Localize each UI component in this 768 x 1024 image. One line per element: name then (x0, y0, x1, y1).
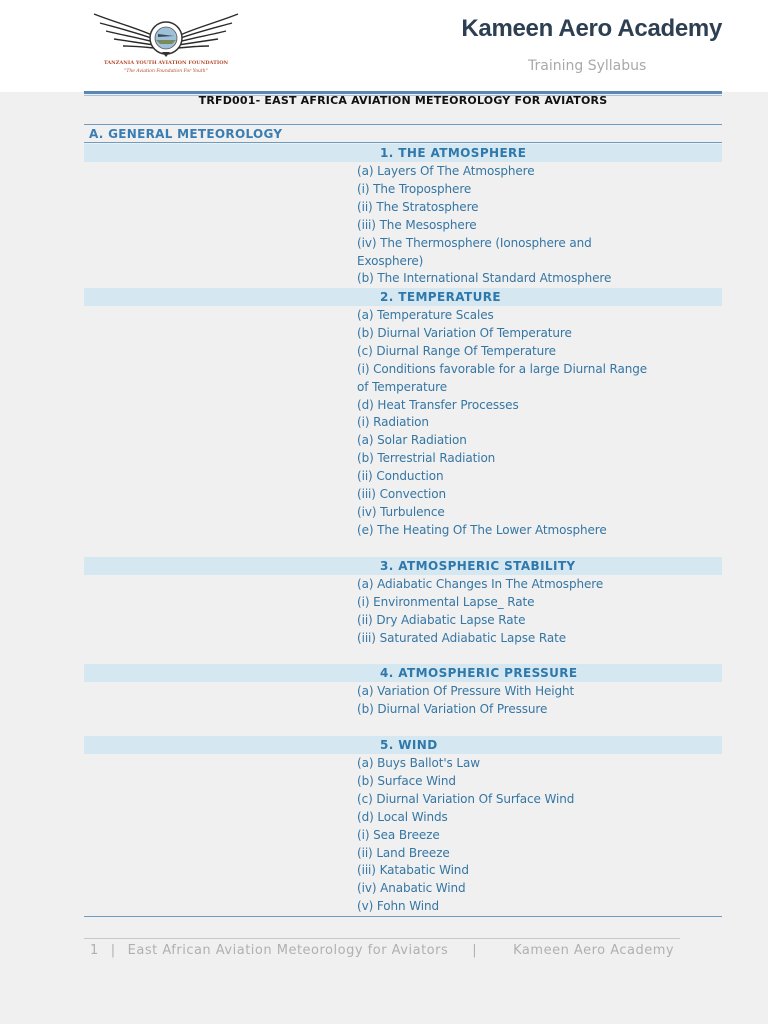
list-item: (i) Environmental Lapse_ Rate (357, 594, 535, 609)
section-divider (84, 142, 722, 143)
winged-emblem-icon (92, 10, 240, 60)
page-header (0, 0, 768, 92)
topic-heading: 3. ATMOSPHERIC STABILITY (84, 557, 722, 575)
academy-logo (92, 10, 240, 84)
list-item: (a) Buys Ballot's Law (357, 756, 480, 770)
content-end-divider (84, 916, 722, 917)
list-item: (c) Diurnal Range Of Temperature (357, 343, 556, 358)
topic-item-list (84, 575, 722, 648)
list-item: (ii) The Stratosphere (357, 199, 479, 214)
list-item: (a) Temperature Scales (357, 308, 494, 322)
topic-atmospheric-stability (84, 557, 722, 648)
list-item: (v) Fohn Wind (357, 899, 439, 914)
footer-company-name: Kameen Aero Academy (513, 943, 675, 958)
list-item: (ii) Land Breeze (357, 845, 450, 860)
list-item: (c) Diurnal Variation Of Surface Wind (357, 791, 575, 806)
footer-separator: | (110, 943, 116, 958)
section-heading: A. GENERAL METEOROLOGY (89, 127, 283, 141)
list-item: (iii) Convection (357, 487, 446, 502)
list-item: (iii) Saturated Adiabatic Lapse Rate (357, 630, 567, 645)
footer-divider (84, 938, 680, 939)
list-item: (i) Radiation (357, 415, 429, 430)
list-item: (b) The International Standard Atmosphere (357, 271, 612, 286)
list-item: (d) Local Winds (357, 809, 448, 824)
topic-atmospheric-pressure (84, 664, 722, 719)
list-item: (iv) Anabatic Wind (357, 881, 466, 896)
list-item: (b) Diurnal Variation Of Temperature (357, 325, 572, 340)
list-item: (b) Diurnal Variation Of Pressure (357, 701, 548, 716)
topic-temperature (84, 288, 722, 540)
logo-organization-name: TANZANIA YOUTH AVIATION FOUNDATION (103, 60, 229, 66)
list-item: (a) Variation Of Pressure With Height (357, 684, 575, 698)
section-divider-top (84, 124, 722, 125)
document-title: TRFD001- EAST AFRICA AVIATION METEOROLOGY FOR AVIATORS (198, 94, 608, 107)
topic-heading: 2. TEMPERATURE (84, 288, 722, 306)
logo-motto: "The Aviation Foundation For Youth" (124, 69, 208, 74)
company-name: Kameen Aero Academy (461, 15, 722, 42)
topic-item-list (84, 754, 722, 916)
topic-heading: 4. ATMOSPHERIC PRESSURE (84, 664, 722, 682)
footer-separator: | (472, 943, 478, 958)
topic-heading: 5. WIND (84, 736, 722, 754)
list-item: (i) Conditions favorable for a large Diurnal Range of Temperature (357, 361, 648, 394)
topic-item-list (84, 682, 722, 719)
topic-item-list (84, 162, 722, 288)
list-item: (iv) Turbulence (357, 504, 445, 519)
list-item: (e) The Heating Of The Lower Atmosphere (357, 522, 607, 537)
list-item: (a) Adiabatic Changes In The Atmosphere (357, 577, 604, 591)
page-footer (90, 943, 674, 958)
list-item: (ii) Conduction (357, 469, 444, 484)
topic-atmosphere (84, 144, 722, 288)
page-number: 1 (90, 943, 99, 958)
list-item: (a) Layers Of The Atmosphere (357, 164, 535, 178)
list-item: (b) Surface Wind (357, 773, 456, 788)
list-item: (ii) Dry Adiabatic Lapse Rate (357, 612, 526, 627)
topic-heading: 1. THE ATMOSPHERE (84, 144, 722, 162)
list-item: (d) Heat Transfer Processes (357, 397, 519, 412)
list-item: (b) Terrestrial Radiation (357, 451, 496, 466)
list-item: (i) The Troposphere (357, 181, 472, 196)
topic-item-list (84, 306, 722, 540)
list-item: (a) Solar Radiation (357, 433, 467, 448)
document-subtitle: Training Syllabus (528, 58, 647, 74)
list-item: (iii) Katabatic Wind (357, 863, 469, 878)
list-item: (i) Sea Breeze (357, 827, 440, 842)
footer-document-name: East African Aviation Meteorology for Aviators (127, 943, 449, 958)
list-item: (iii) The Mesosphere (357, 217, 477, 232)
topic-wind (84, 736, 722, 916)
list-item: (iv) The Thermosphere (Ionosphere and Exosphere) (357, 235, 592, 268)
